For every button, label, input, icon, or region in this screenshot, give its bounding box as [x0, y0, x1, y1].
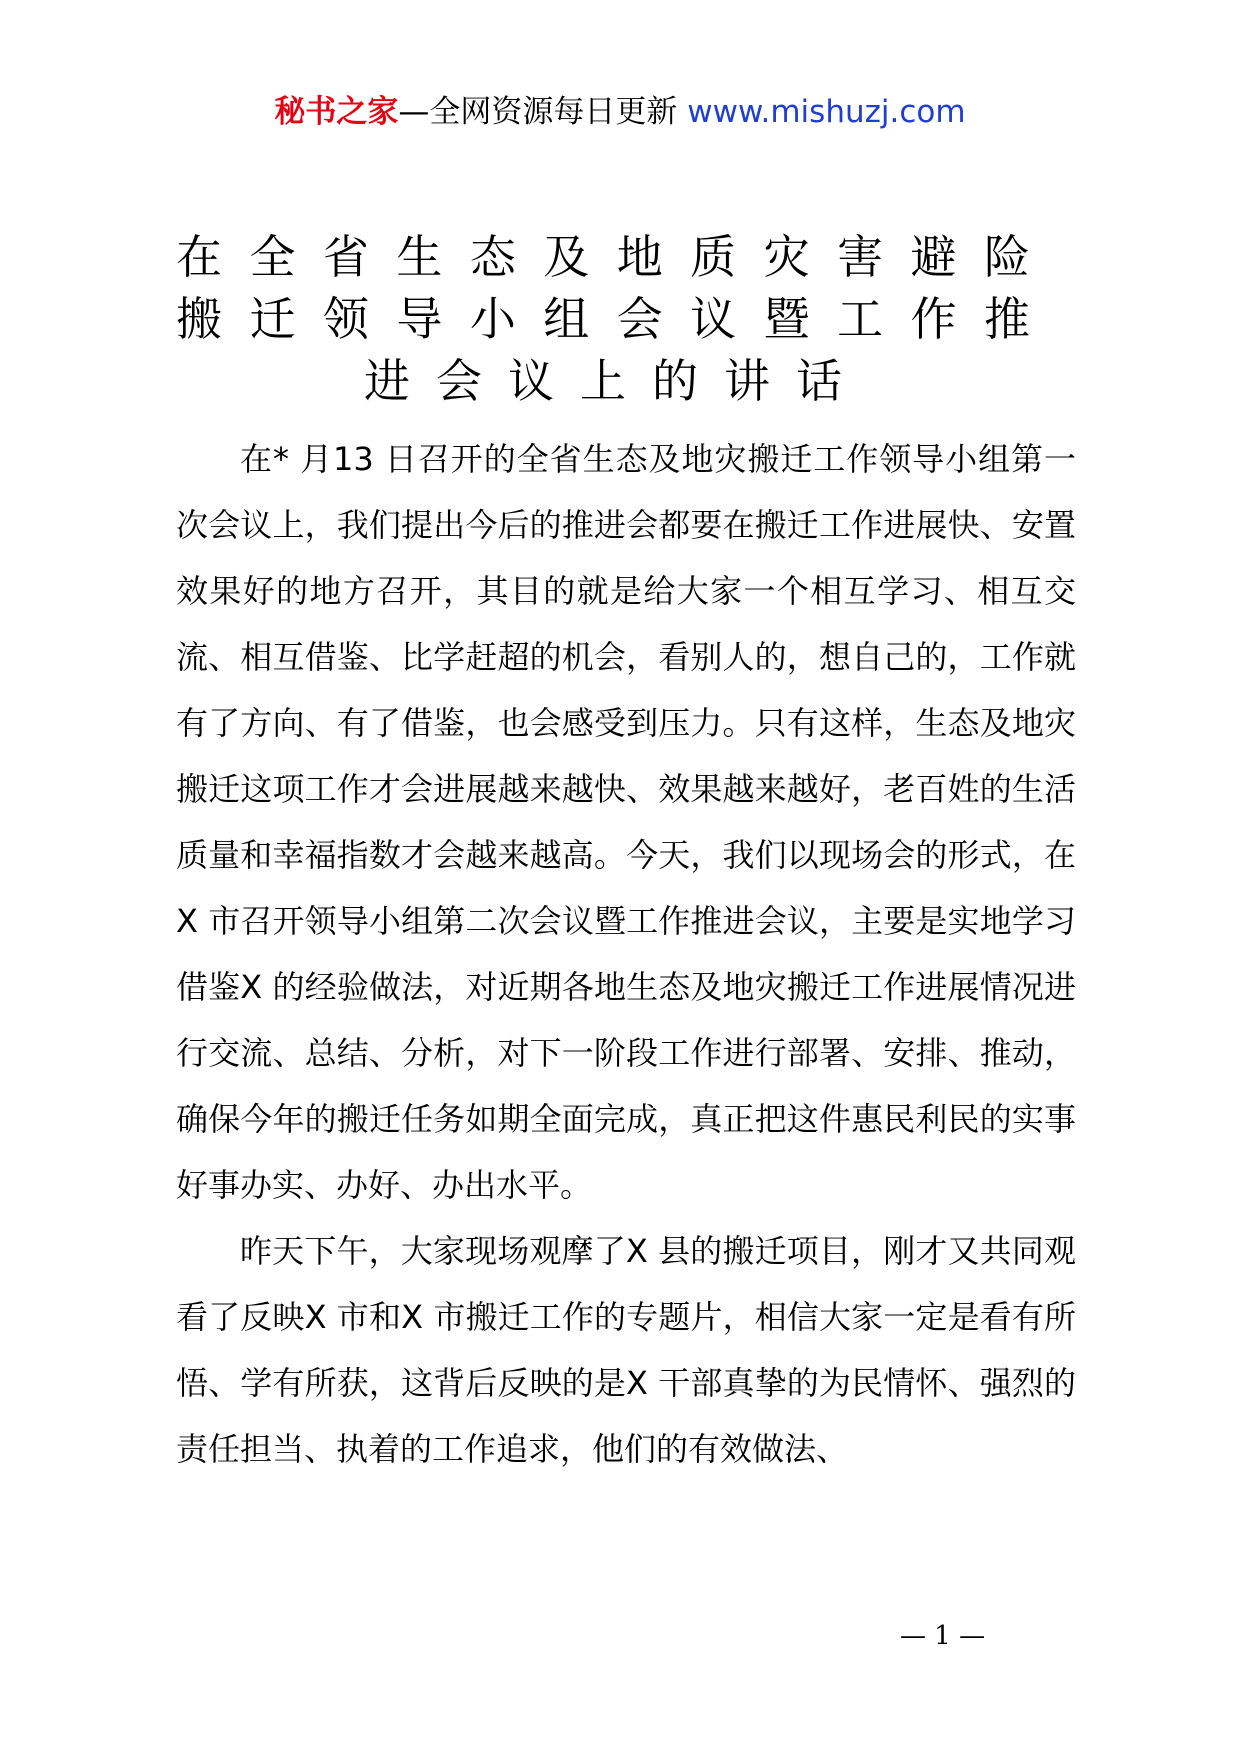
site-url-link[interactable]: www.mishuzj.com: [687, 94, 966, 130]
body-paragraph: 在* 月13 日召开的全省生态及地灾搬迁工作领导小组第一次会议上，我们提出今后的推进会都要在搬迁工作进展快、安置效果好的地方召开，其目的就是给大家一个相互学习、相互交流、相互借鉴、比学赶超的机会，看别人的，想自己的，工作就有了方向、有了借鉴，也会感受到压力。只有这样，生态及地灾搬迁这项工作才会进展越来越快、效果越来越好，老百姓的生活质量和幸福指数才会越来越高。今天，我们以现场会的形式，在X 市召开领导小组第二次会议暨工作推进会议，主要是实地学习借鉴X 的经验做法，对近期各地生态及地灾搬迁工作进展情况进行交流、总结、分析，对下一阶段工作进行部署、安排、推动，确保今年的搬迁任务如期全面完成，真正把这件惠民利民的实事好事办实、办好、办出水平。: [176, 440, 1076, 1204]
document-title: 在全省生态及地质灾害避险搬迁领导小组会议暨工作推进会议上的讲话: [176, 230, 1056, 408]
site-brand: 秘书之家: [274, 94, 399, 130]
page-number: — 1 —: [900, 1621, 986, 1651]
site-header: [0, 92, 1240, 132]
body-paragraph: 昨天下午，大家现场观摩了X 县的搬迁项目，刚才又共同观看了反映X 市和X 市搬迁工作的专题片，相信大家一定是看有所悟、学有所获，这背后反映的是X 干部真挚的为民情怀、强烈的责任担当、执着的工作追求，他们的有效做法、: [176, 1232, 1076, 1468]
document-body: [176, 426, 1076, 1482]
site-tagline: —全网资源每日更新: [398, 94, 678, 130]
